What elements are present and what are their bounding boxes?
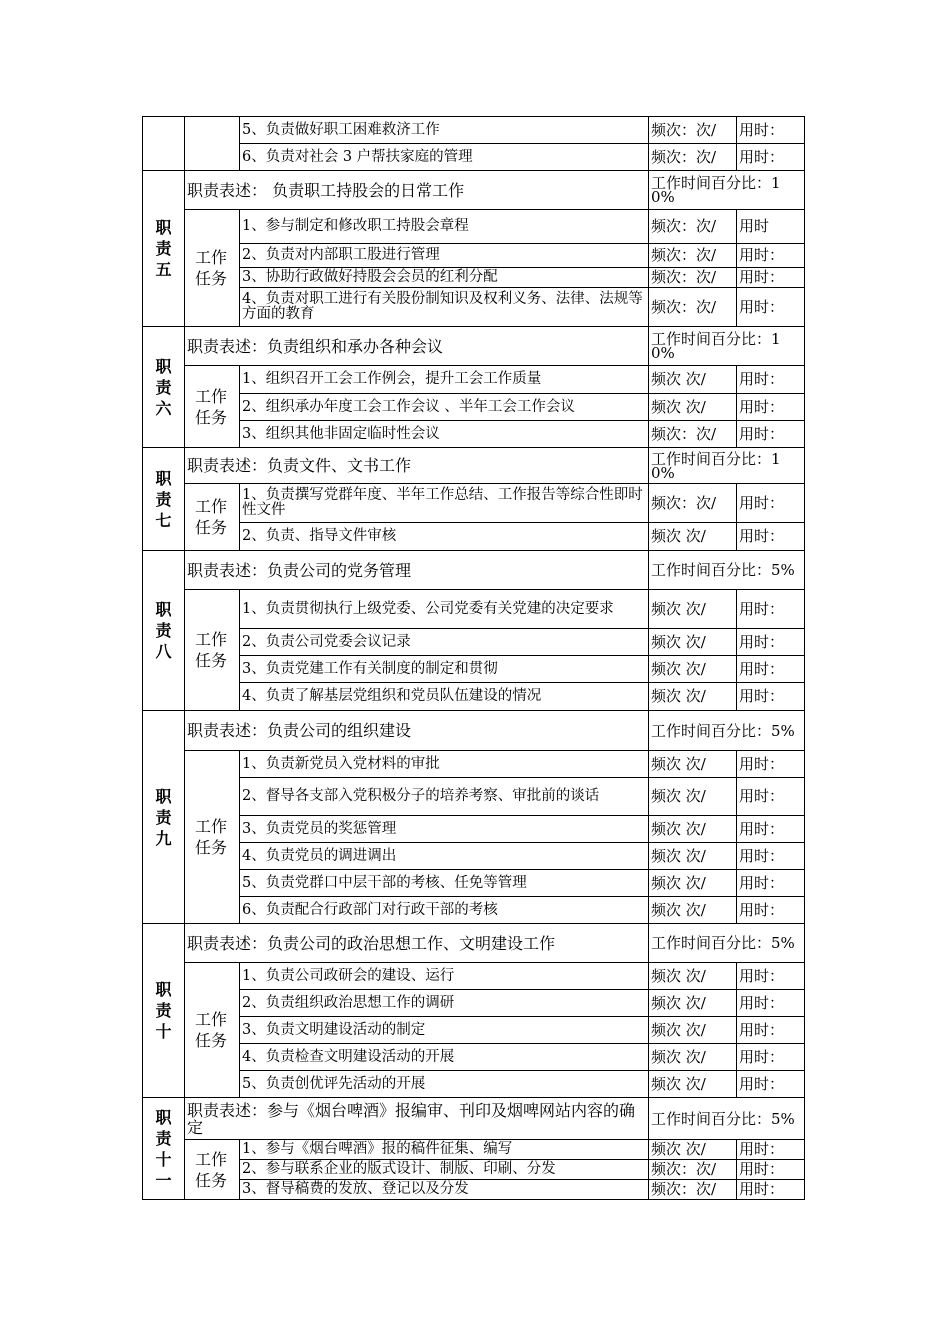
task-time: 用时： <box>737 656 805 683</box>
work-time-percent: 工作时间百分比：10% <box>649 171 805 210</box>
task-label-text: 工作任务 <box>195 248 228 288</box>
task-time: 用时： <box>737 683 805 711</box>
task-label-text: 工作任务 <box>195 817 228 857</box>
table-row <box>143 778 805 816</box>
task-label <box>185 1140 240 1200</box>
table-row <box>143 1180 805 1200</box>
task-time: 用时： <box>737 751 805 778</box>
table-row <box>143 683 805 711</box>
task-time: 用时： <box>737 590 805 629</box>
table-row <box>143 1071 805 1098</box>
table-row <box>143 1140 805 1160</box>
task-time: 用时： <box>737 990 805 1017</box>
table-row <box>143 210 805 244</box>
task-time: 用时： <box>737 244 805 268</box>
task-time: 用时： <box>737 144 805 171</box>
task-text: 2、督导各支部入党积极分子的培养考察、审批前的谈话 <box>240 778 649 816</box>
task-text: 3、组织其他非固定临时性会议 <box>240 421 649 448</box>
duty-number <box>143 711 185 924</box>
task-time: 用时： <box>737 366 805 394</box>
task-time: 用时： <box>737 1017 805 1044</box>
task-text: 3、负责党建工作有关制度的制定和贯彻 <box>240 656 649 683</box>
task-text: 1、负责新党员入党材料的审批 <box>240 751 649 778</box>
table-row <box>143 816 805 843</box>
task-label-text: 工作任务 <box>195 1149 228 1190</box>
table-row <box>143 1160 805 1180</box>
work-time-percent: 工作时间百分比：10% <box>649 448 805 484</box>
duty-description: 职责表述：参与《烟台啤酒》报编审、刊印及烟啤网站内容的确定 <box>185 1098 649 1140</box>
task-frequency: 频次 次/ <box>649 843 737 870</box>
task-text: 5、负责做好职工困难救济工作 <box>240 117 649 144</box>
duty-header-row <box>143 327 805 366</box>
task-text: 2、组织承办年度工会工作会议 、半年工会工作会议 <box>240 394 649 421</box>
table-row <box>143 484 805 523</box>
duty-number <box>143 171 185 327</box>
task-time: 用时 <box>737 210 805 244</box>
task-text: 3、负责党员的奖惩管理 <box>240 816 649 843</box>
duty-number-label: 职责五 <box>155 218 172 279</box>
task-frequency: 频次：次/ <box>649 1160 737 1180</box>
table-row <box>143 990 805 1017</box>
task-text: 4、负责了解基层党组织和党员队伍建设的情况 <box>240 683 649 711</box>
table-row <box>143 268 805 288</box>
work-time-percent: 工作时间百分比：5% <box>649 924 805 963</box>
table-row <box>143 590 805 629</box>
task-text: 1、负责贯彻执行上级党委、公司党委有关党建的决定要求 <box>240 590 649 629</box>
task-label <box>185 210 240 327</box>
task-frequency: 频次 次/ <box>649 1044 737 1071</box>
duty-description: 职责表述： 负责职工持股会的日常工作 <box>185 171 649 210</box>
task-label-text: 工作任务 <box>195 386 228 427</box>
duty-number <box>143 551 185 711</box>
task-frequency: 频次 次/ <box>649 1017 737 1044</box>
duty-description: 职责表述：负责组织和承办各种会议 <box>185 327 649 366</box>
task-frequency: 频次：次/ <box>649 288 737 327</box>
task-text: 5、负责创优评先活动的开展 <box>240 1071 649 1098</box>
duty-number <box>143 924 185 1098</box>
task-time: 用时： <box>737 629 805 656</box>
duty-number-label: 职责十 <box>155 980 172 1041</box>
task-time: 用时： <box>737 117 805 144</box>
task-frequency: 频次：次/ <box>649 117 737 144</box>
task-time: 用时： <box>737 1140 805 1160</box>
task-frequency: 频次：次/ <box>649 1180 737 1200</box>
work-time-percent: 工作时间百分比：10% <box>649 327 805 366</box>
task-label-cell <box>185 117 240 171</box>
table-row <box>143 366 805 394</box>
duty-number-cell <box>143 117 185 171</box>
task-frequency: 频次：次/ <box>649 144 737 171</box>
task-frequency: 频次 次/ <box>649 590 737 629</box>
task-text: 4、负责对职工进行有关股份制知识及权利义务、法律、法规等方面的教育 <box>240 288 649 327</box>
duty-description: 职责表述：负责文件、文书工作 <box>185 448 649 484</box>
task-frequency: 频次：次/ <box>649 421 737 448</box>
task-time: 用时： <box>737 268 805 288</box>
work-time-percent: 工作时间百分比：5% <box>649 551 805 590</box>
task-frequency: 频次 次/ <box>649 656 737 683</box>
duty-description: 职责表述：负责公司的政治思想工作、文明建设工作 <box>185 924 649 963</box>
task-text: 2、负责、指导文件审核 <box>240 523 649 551</box>
duty-number-label: 职责十一 <box>155 1107 172 1190</box>
task-text: 3、协助行政做好持股会会员的红利分配 <box>240 268 649 288</box>
duty-header-row <box>143 711 805 751</box>
table-row <box>143 656 805 683</box>
task-frequency: 频次 次/ <box>649 778 737 816</box>
duty-number-label: 职责八 <box>155 600 172 661</box>
task-text: 6、负责对社会 3 户帮扶家庭的管理 <box>240 144 649 171</box>
task-frequency: 频次：次/ <box>649 210 737 244</box>
task-time: 用时： <box>737 1180 805 1200</box>
task-text: 3、负责文明建设活动的制定 <box>240 1017 649 1044</box>
task-text: 4、负责党员的调进调出 <box>240 843 649 870</box>
task-time: 用时： <box>737 288 805 327</box>
table-row <box>143 1017 805 1044</box>
duty-number <box>143 448 185 551</box>
task-text: 4、负责检查文明建设活动的开展 <box>240 1044 649 1071</box>
task-time: 用时： <box>737 870 805 897</box>
task-text: 1、负责撰写党群年度、半年工作总结、工作报告等综合性即时性文件 <box>240 484 649 523</box>
task-frequency: 频次 次/ <box>649 629 737 656</box>
task-label <box>185 963 240 1098</box>
work-time-percent: 工作时间百分比：5% <box>649 711 805 751</box>
task-time: 用时： <box>737 421 805 448</box>
task-text: 6、负责配合行政部门对行政干部的考核 <box>240 897 649 924</box>
table-row <box>143 897 805 924</box>
task-text: 5、负责党群口中层干部的考核、任免等管理 <box>240 870 649 897</box>
table-row <box>143 244 805 268</box>
duty-header-row <box>143 1098 805 1140</box>
table-row <box>143 144 805 171</box>
task-frequency: 频次 次/ <box>649 751 737 778</box>
table-row <box>143 751 805 778</box>
table-row <box>143 394 805 421</box>
task-text: 1、负责公司政研会的建设、运行 <box>240 963 649 990</box>
task-text: 2、负责组织政治思想工作的调研 <box>240 990 649 1017</box>
task-frequency: 频次 次/ <box>649 366 737 394</box>
task-time: 用时： <box>737 778 805 816</box>
task-label <box>185 590 240 711</box>
table-row <box>143 117 805 144</box>
task-frequency: 频次 次/ <box>649 963 737 990</box>
duty-number <box>143 1098 185 1200</box>
task-time: 用时： <box>737 897 805 924</box>
task-time: 用时： <box>737 1044 805 1071</box>
task-frequency: 频次 次/ <box>649 990 737 1017</box>
task-time: 用时： <box>737 963 805 990</box>
task-frequency: 频次 次/ <box>649 1071 737 1098</box>
task-label-text: 工作任务 <box>195 630 228 670</box>
task-frequency: 频次 次/ <box>649 816 737 843</box>
task-time: 用时： <box>737 1160 805 1180</box>
task-frequency: 频次：次/ <box>649 484 737 523</box>
task-text: 1、组织召开工会工作例会，提升工会工作质量 <box>240 366 649 394</box>
task-time: 用时： <box>737 484 805 523</box>
duty-number-label: 职责九 <box>155 786 172 848</box>
task-time: 用时： <box>737 1071 805 1098</box>
task-label <box>185 751 240 924</box>
table-row <box>143 963 805 990</box>
table-row <box>143 843 805 870</box>
task-text: 2、负责对内部职工股进行管理 <box>240 244 649 268</box>
task-frequency: 频次 次/ <box>649 394 737 421</box>
duty-table <box>142 116 805 1200</box>
task-time: 用时： <box>737 843 805 870</box>
task-label <box>185 484 240 551</box>
task-time: 用时： <box>737 523 805 551</box>
duty-number <box>143 327 185 448</box>
task-label <box>185 366 240 448</box>
task-text: 1、参与《烟台啤酒》报的稿件征集、编写 <box>240 1140 649 1160</box>
task-frequency: 频次 次/ <box>649 897 737 924</box>
table-row <box>143 421 805 448</box>
duty-header-row <box>143 448 805 484</box>
task-label-text: 工作任务 <box>195 497 228 537</box>
task-frequency: 频次 次/ <box>649 1140 737 1160</box>
task-text: 2、参与联系企业的版式设计、制版、印刷、分发 <box>240 1160 649 1180</box>
table-row <box>143 1044 805 1071</box>
work-time-percent: 工作时间百分比：5% <box>649 1098 805 1140</box>
task-text: 3、督导稿费的发放、登记以及分发 <box>240 1180 649 1200</box>
duty-description: 职责表述：负责公司的党务管理 <box>185 551 649 590</box>
table-row <box>143 288 805 327</box>
task-time: 用时： <box>737 394 805 421</box>
task-text: 1、参与制定和修改职工持股会章程 <box>240 210 649 244</box>
duty-header-row <box>143 171 805 210</box>
duty-header-row <box>143 924 805 963</box>
task-frequency: 频次：次/ <box>649 244 737 268</box>
task-frequency: 频次 次/ <box>649 683 737 711</box>
duty-number-label: 职责七 <box>155 468 172 530</box>
table-row <box>143 629 805 656</box>
task-time: 用时： <box>737 816 805 843</box>
task-frequency: 频次 次/ <box>649 523 737 551</box>
table-row <box>143 870 805 897</box>
duty-number-label: 职责六 <box>155 356 172 418</box>
duty-header-row <box>143 551 805 590</box>
task-frequency: 频次 次/ <box>649 870 737 897</box>
task-frequency: 频次：次/ <box>649 268 737 288</box>
table-row <box>143 523 805 551</box>
task-text: 2、负责公司党委会议记录 <box>240 629 649 656</box>
task-label-text: 工作任务 <box>195 1010 228 1050</box>
duty-description: 职责表述：负责公司的组织建设 <box>185 711 649 751</box>
